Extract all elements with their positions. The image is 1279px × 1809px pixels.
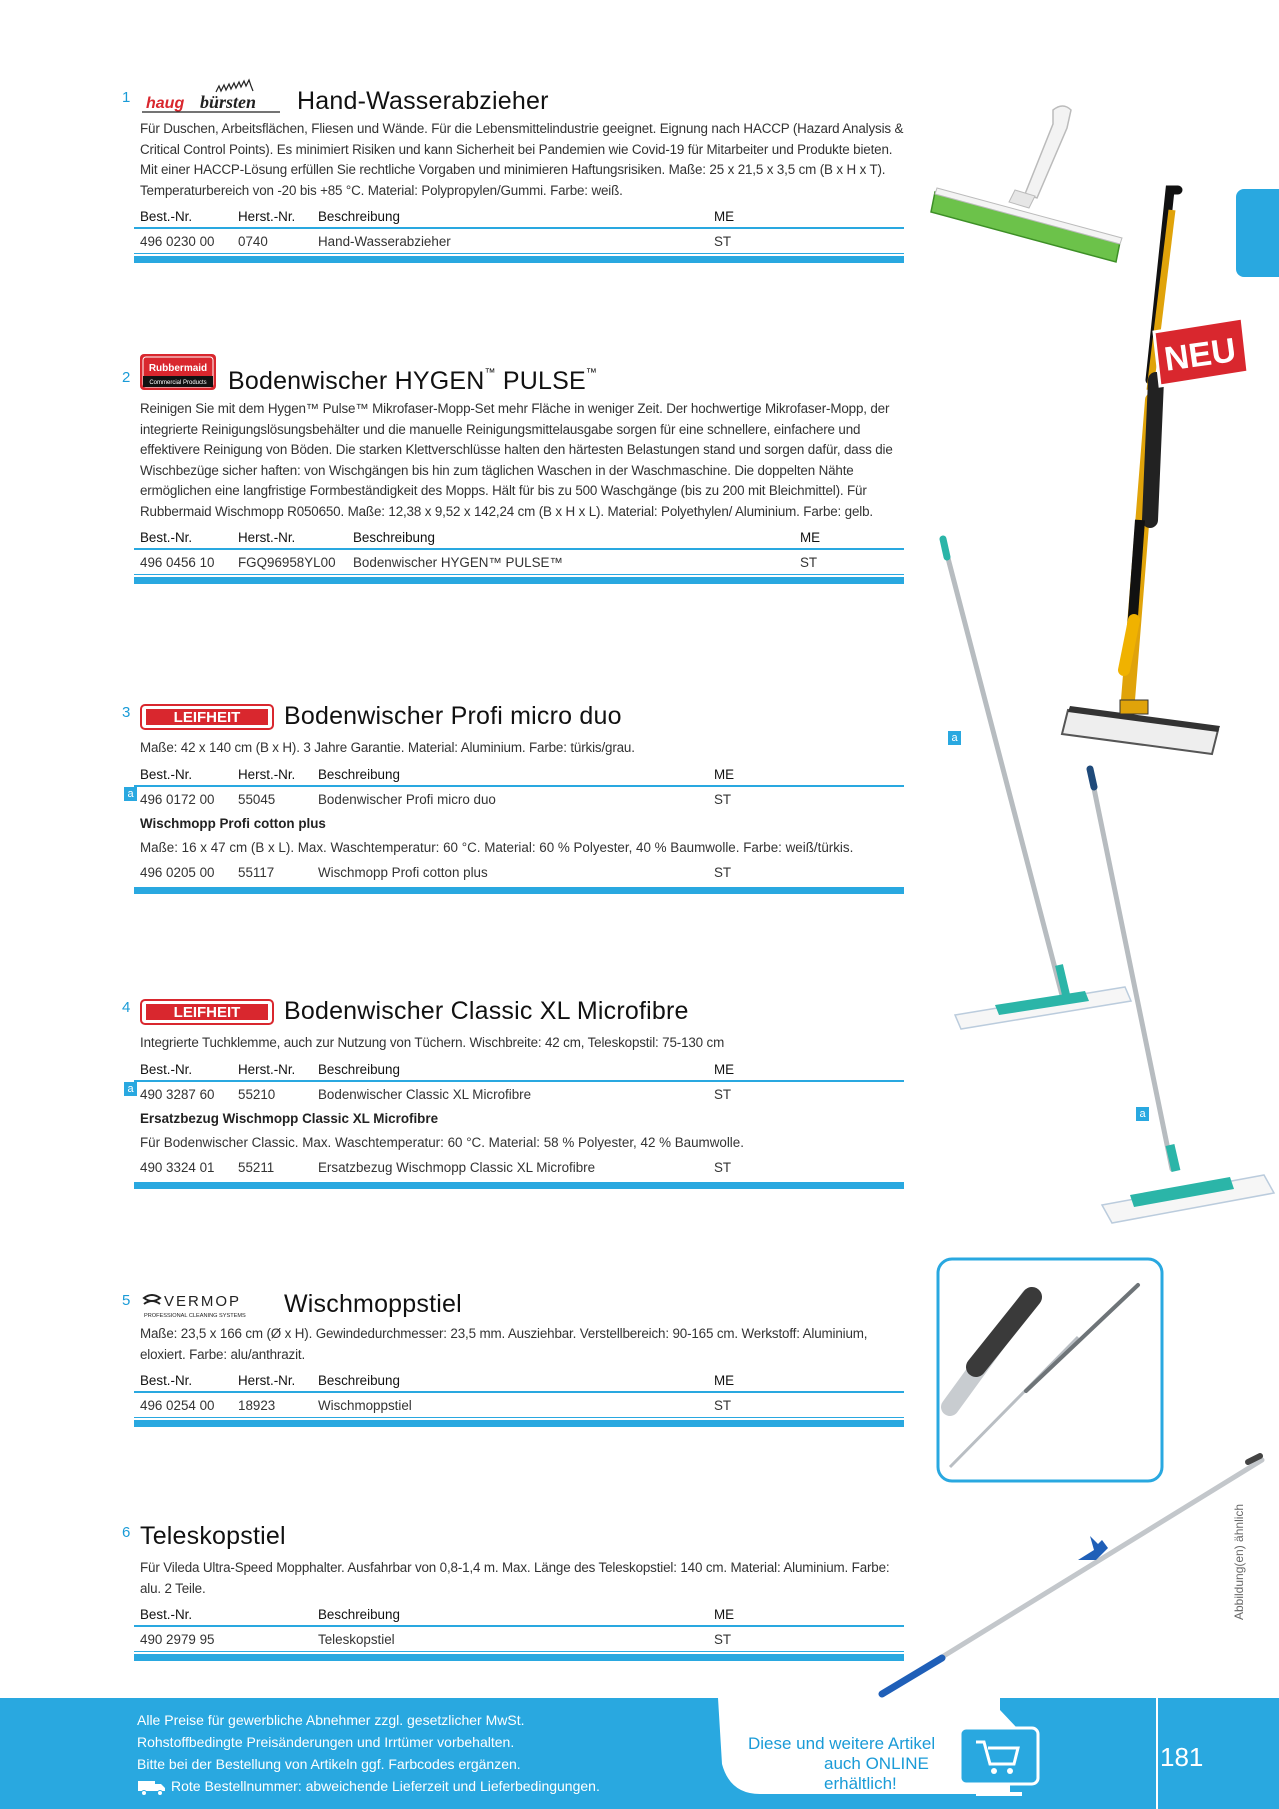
col-best-nr: Best.-Nr. bbox=[140, 766, 193, 782]
page-number: 181 bbox=[1160, 1742, 1204, 1772]
col-beschreibung: Beschreibung bbox=[318, 766, 400, 782]
col-herst-nr: Herst.-Nr. bbox=[238, 1061, 296, 1077]
cell-me: ST bbox=[800, 555, 818, 570]
svg-text:Commercial Products: Commercial Products bbox=[149, 380, 207, 386]
section-end-bar bbox=[134, 577, 904, 584]
cell-herst-nr: FGQ96958YL00 bbox=[238, 555, 336, 570]
section-number: 3 bbox=[122, 704, 131, 721]
col-best-nr: Best.-Nr. bbox=[140, 1373, 193, 1388]
section-title: Teleskopstiel bbox=[140, 1522, 286, 1550]
teleskopstiel-image bbox=[868, 1450, 1268, 1700]
footer-line: Alle Preise für gewerbliche Abnehmer zzgl. gesetzlicher MwSt. bbox=[137, 1712, 525, 1728]
cell-me: ST bbox=[714, 1632, 732, 1647]
section-title: Wischmoppstiel bbox=[284, 1290, 462, 1318]
cell-best-nr: 490 3287 60 bbox=[140, 1086, 215, 1102]
svg-text:haug: haug bbox=[146, 95, 185, 112]
cta-line-1: Diese und weitere Artikel bbox=[748, 1734, 936, 1753]
table-row[interactable] bbox=[134, 1627, 904, 1652]
brand-text: VERMOP bbox=[164, 1293, 242, 1310]
footer-line: Bitte bei der Bestellung von Artikeln ggf. Farbcodes ergänzen. bbox=[137, 1756, 521, 1772]
col-me: ME bbox=[714, 1061, 735, 1077]
product-section-4 bbox=[120, 997, 905, 1189]
image-marker-a: a bbox=[948, 731, 961, 745]
cta-line-2: auch ONLINE erhältlich! bbox=[824, 1754, 929, 1793]
cell-herst-nr: 55211 bbox=[238, 1159, 275, 1175]
brand-logo-leifheit bbox=[140, 997, 274, 1027]
cell-herst-nr: 0740 bbox=[238, 234, 268, 249]
sub-product-title: Ersatzbezug Wischmopp Classic XL Microfibre bbox=[140, 1110, 439, 1126]
section-end-bar bbox=[134, 1654, 904, 1661]
truck-icon bbox=[137, 1778, 167, 1796]
section-end-bar bbox=[134, 887, 904, 894]
col-best-nr: Best.-Nr. bbox=[140, 530, 193, 545]
table-row[interactable] bbox=[127, 787, 904, 812]
section-number: 2 bbox=[122, 369, 131, 386]
brand-logo-rubbermaid bbox=[140, 357, 216, 387]
table-header bbox=[134, 526, 904, 550]
product-table bbox=[127, 1058, 904, 1107]
brand-subtext: PROFESSIONAL CLEANING SYSTEMS bbox=[144, 1313, 246, 1319]
cell-best-nr: 490 2979 95 bbox=[140, 1632, 215, 1647]
image-disclaimer: Abbildung(en) ähnlich bbox=[1232, 1503, 1246, 1620]
col-me: ME bbox=[714, 209, 735, 224]
cell-herst-nr: 55210 bbox=[238, 1086, 276, 1102]
section-description: Reinigen Sie mit dem Hygen™ Pulse™ Mikrofaser-Mopp-Set mehr Fläche in weniger Zeit. Der hochwertige Mikrofaser-Mopp, der integrierte Reinigungslösungsbehälter und die manuelle Reinigungsmittelausgabe sorgen für eine schnellere, einfachere und effektivere Reinigung von Böden. Die starken Klettverschlüsse halten den härtesten Belastungen stand und sorgen dafür, dass die Wischbezüge sicher haften: von Wischgängen bis hin zum täglichen Waschen in der Waschmaschine. Die doppelten Nähte ermöglichen eine langfristige Formbeständigkeit des Mopps. Hält für bis zu 500 Waschgänge (bis zu 200 mit Bleichmittel). Für Rubbermaid Wischmopp R050650. Maße: 12,38 x 9,52 x 142,24 cm (B x H x L). Material: Polyethylen/ Aluminium. Farbe: gelb. bbox=[140, 401, 893, 519]
col-beschreibung: Beschreibung bbox=[318, 1061, 400, 1077]
table-header bbox=[134, 205, 904, 229]
cell-me: ST bbox=[714, 1159, 732, 1175]
col-best-nr: Best.-Nr. bbox=[140, 1061, 193, 1077]
product-section-1 bbox=[120, 87, 905, 263]
col-herst-nr: Herst.-Nr. bbox=[238, 1373, 296, 1388]
product-table bbox=[127, 763, 904, 812]
brand-logo-haug bbox=[138, 81, 284, 111]
section-end-bar bbox=[134, 1420, 904, 1427]
online-cta[interactable] bbox=[748, 1734, 1005, 1794]
cell-beschreibung: Teleskopstiel bbox=[318, 1632, 395, 1647]
footer-line-delivery bbox=[137, 1775, 600, 1797]
brand-text: LEIFHEIT bbox=[173, 1004, 241, 1021]
table-row[interactable] bbox=[134, 1393, 904, 1418]
table-row[interactable] bbox=[134, 229, 904, 254]
cell-me: ST bbox=[714, 791, 732, 807]
product-section-2 bbox=[120, 357, 905, 584]
brand-text: LEIFHEIT bbox=[173, 709, 241, 726]
col-herst-nr: Herst.-Nr. bbox=[238, 530, 296, 545]
section-description: Für Vileda Ultra-Speed Mopphalter. Ausfahrbar von 0,8-1,4 m. Max. Länge des Teleskopstiel: 140 cm. Material: Aluminium. Farbe: alu. 2 Teile. bbox=[140, 1560, 890, 1596]
cell-beschreibung: Hand-Wasserabzieher bbox=[318, 234, 451, 249]
product-table bbox=[134, 526, 904, 575]
product-table bbox=[134, 1369, 904, 1418]
col-herst-nr: Herst.-Nr. bbox=[238, 209, 296, 224]
table-header bbox=[134, 763, 904, 787]
cell-best-nr: 496 0456 10 bbox=[140, 555, 215, 570]
footer-line: Rohstoffbedingte Preisänderungen und Irrtümer vorbehalten. bbox=[137, 1734, 515, 1750]
col-me: ME bbox=[714, 1607, 735, 1622]
cell-herst-nr: 18923 bbox=[238, 1398, 276, 1413]
table-row[interactable] bbox=[134, 550, 904, 575]
variant-marker: a bbox=[124, 787, 137, 801]
col-herst-nr: Herst.-Nr. bbox=[238, 766, 296, 782]
section-description: Integrierte Tuchklemme, auch zur Nutzung von Tüchern. Wischbreite: 42 cm, Teleskopstil: 75-130 cm bbox=[140, 1035, 725, 1050]
cell-me: ST bbox=[714, 1398, 732, 1413]
variant-marker: a bbox=[124, 1082, 137, 1096]
product-section-5 bbox=[120, 1290, 905, 1427]
section-end-bar bbox=[134, 1182, 904, 1189]
cell-me: ST bbox=[714, 864, 732, 880]
table-header bbox=[134, 1603, 904, 1627]
product-table bbox=[134, 205, 904, 254]
table-row[interactable] bbox=[127, 1082, 904, 1107]
classic-xl-mop-image bbox=[1080, 765, 1279, 1245]
cell-beschreibung: Bodenwischer Classic XL Microfibre bbox=[318, 1086, 532, 1102]
svg-text:Rubbermaid: Rubbermaid bbox=[148, 363, 208, 374]
col-me: ME bbox=[714, 766, 735, 782]
cell-beschreibung: Bodenwischer HYGEN™ PULSE™ bbox=[353, 555, 563, 570]
cell-beschreibung: Wischmoppstiel bbox=[318, 1398, 412, 1413]
svg-text:bürsten: bürsten bbox=[200, 92, 257, 112]
section-number: 4 bbox=[122, 999, 131, 1016]
sub-product-title: Wischmopp Profi cotton plus bbox=[140, 815, 326, 831]
sub-product-table bbox=[134, 1155, 904, 1180]
new-badge-text: NEU bbox=[1161, 331, 1239, 379]
section-number: 1 bbox=[122, 89, 131, 106]
col-best-nr: Best.-Nr. bbox=[140, 209, 193, 224]
col-beschreibung: Beschreibung bbox=[353, 530, 435, 545]
cell-best-nr: 490 3324 01 bbox=[140, 1159, 215, 1175]
section-description: Für Duschen, Arbeitsflächen, Fliesen und Wände. Für die Lebensmittelindustrie geeignet. Eignung nach HACCP (Hazard Analysis & Critical Control Points). Es minimiert Risiken und kann Sicherheit bei Pandemien wie Covid-19 für Mitarbeiter und Produkte bieten. Mit einer HACCP-Lösung erfüllen Sie rechtliche Vorgaben und minimieren Haftungsrisiken. Maße: 25 x 21,5 x 3,5 cm (B x H x T). Temperaturbereich von -20 bis +85 °C. Material: Polypropylen/Gummi. Farbe: weiß. bbox=[140, 121, 904, 198]
cell-me: ST bbox=[714, 234, 732, 249]
new-badge bbox=[1150, 318, 1250, 388]
product-section-3 bbox=[120, 702, 905, 894]
cell-best-nr: 496 0205 00 bbox=[140, 864, 215, 880]
cell-beschreibung: Ersatzbezug Wischmopp Classic XL Microfibre bbox=[318, 1159, 596, 1175]
col-best-nr: Best.-Nr. bbox=[140, 1607, 193, 1622]
cell-best-nr: 496 0172 00 bbox=[140, 791, 215, 807]
footer-line-text: Rote Bestellnummer: abweichende Lieferzeit und Lieferbedingungen. bbox=[171, 1778, 600, 1794]
product-table bbox=[134, 1603, 904, 1652]
col-me: ME bbox=[714, 1373, 735, 1388]
cell-beschreibung: Wischmopp Profi cotton plus bbox=[318, 864, 488, 880]
section-end-bar bbox=[134, 256, 904, 263]
table-row[interactable] bbox=[134, 1155, 904, 1180]
section-title: Bodenwischer Classic XL Microfibre bbox=[284, 997, 689, 1025]
col-me: ME bbox=[800, 530, 821, 545]
col-beschreibung: Beschreibung bbox=[318, 1373, 400, 1388]
table-header bbox=[134, 1058, 904, 1082]
col-beschreibung: Beschreibung bbox=[318, 209, 400, 224]
col-beschreibung: Beschreibung bbox=[318, 1607, 400, 1622]
footer-divider bbox=[1156, 1698, 1158, 1809]
image-marker-a: a bbox=[1136, 1107, 1149, 1121]
brand-logo-leifheit bbox=[140, 702, 274, 732]
sub-product-description: Für Bodenwischer Classic. Max. Waschtemperatur: 60 °C. Material: 58 % Polyester, 42 % Baumwolle. bbox=[140, 1134, 744, 1150]
cell-herst-nr: 55045 bbox=[238, 791, 276, 807]
sub-product-description: Maße: 16 x 47 cm (B x L). Max. Waschtemperatur: 60 °C. Material: 60 % Polyester, 40 % Baumwolle. Farbe: weiß/türkis. bbox=[140, 839, 854, 855]
section-number: 6 bbox=[122, 1524, 131, 1541]
section-description: Maße: 23,5 x 166 cm (Ø x H). Gewindedurchmesser: 23,5 mm. Ausziehbar. Verstellbereich: 90-165 cm. Werkstoff: Aluminium, eloxiert. Farbe: alu/anthrazit. bbox=[140, 1326, 868, 1362]
section-title: Bodenwischer Profi micro duo bbox=[284, 702, 622, 730]
page-footer bbox=[0, 1698, 1279, 1809]
sub-product-table bbox=[134, 860, 904, 885]
section-title: Hand-Wasserabzieher bbox=[297, 87, 549, 115]
cell-best-nr: 496 0254 00 bbox=[140, 1398, 215, 1413]
cell-best-nr: 496 0230 00 bbox=[140, 234, 215, 249]
table-header bbox=[134, 1369, 904, 1393]
brand-logo-vermop bbox=[140, 1290, 280, 1320]
product-section-6 bbox=[120, 1522, 905, 1661]
section-description: Maße: 42 x 140 cm (B x H). 3 Jahre Garantie. Material: Aluminium. Farbe: türkis/grau. bbox=[140, 740, 635, 755]
section-number: 5 bbox=[122, 1292, 131, 1309]
cell-beschreibung: Bodenwischer Profi micro duo bbox=[318, 791, 496, 807]
cell-me: ST bbox=[714, 1086, 732, 1102]
section-title: Bodenwischer HYGEN™ PULSE™ bbox=[228, 367, 598, 395]
cell-herst-nr: 55117 bbox=[238, 864, 275, 880]
footer-notes bbox=[137, 1709, 600, 1797]
table-row[interactable] bbox=[134, 860, 904, 885]
